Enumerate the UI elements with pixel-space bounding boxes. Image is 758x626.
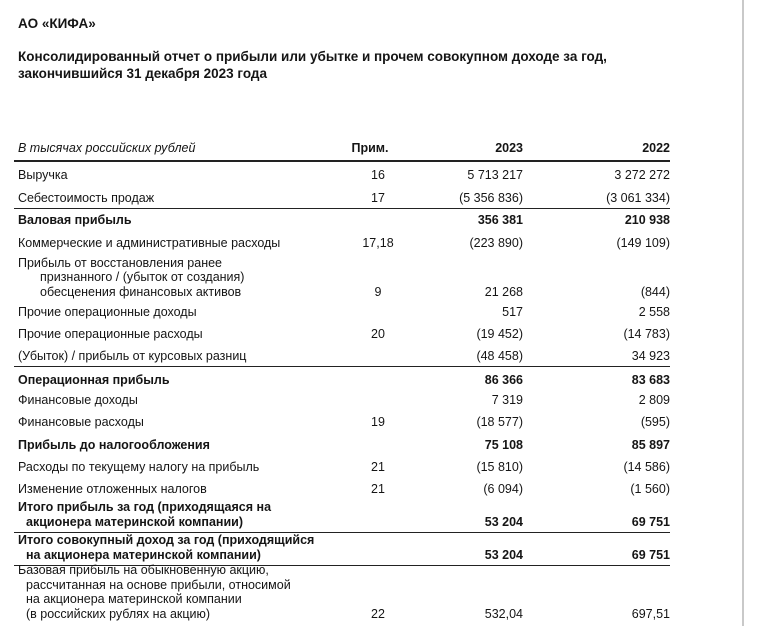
row-note: 19 (371, 414, 385, 429)
table-row (14, 366, 670, 390)
row-label-line: Финансовые доходы (18, 392, 138, 407)
row-label (14, 327, 348, 342)
row-label-line: обесценения финансовых активов (40, 284, 242, 299)
row-label (14, 191, 348, 206)
row-label (14, 256, 348, 300)
row-note: 16 (371, 167, 385, 182)
year-2023-column-header: 2023 (495, 141, 523, 155)
value-2022: 2 558 (638, 304, 670, 319)
table-row (14, 344, 670, 366)
value-2022: (149 109) (616, 235, 670, 250)
table-row (14, 410, 670, 432)
row-label (14, 415, 348, 430)
value-2023: 21 268 (484, 284, 523, 299)
value-2023: 356 381 (477, 212, 523, 227)
row-note: 22 (371, 606, 385, 621)
company-name: АО «КИФА» (18, 16, 96, 31)
row-label-line: (Убыток) / прибыль от курсовых разниц (18, 348, 247, 363)
table-row (14, 532, 670, 565)
row-note: 20 (371, 326, 385, 341)
value-2023: (5 356 836) (459, 190, 523, 205)
row-label (14, 213, 348, 228)
table-row (14, 208, 670, 230)
value-2022: (14 586) (623, 459, 670, 474)
value-2023: 75 108 (484, 437, 523, 452)
row-note: 17 (371, 190, 385, 205)
value-2023: 86 366 (484, 372, 523, 387)
row-label (14, 349, 348, 364)
row-label (14, 500, 348, 529)
value-2022: 697,51 (631, 606, 670, 621)
value-2022: 83 683 (631, 372, 670, 387)
value-2022: (14 783) (623, 326, 670, 341)
value-2023: 532,04 (484, 606, 523, 621)
row-label-line: на акционера материнской компании (26, 592, 242, 606)
row-label (14, 482, 348, 497)
table-row (14, 565, 670, 624)
table-row (14, 477, 670, 499)
row-label-line: Себестоимость продаж (18, 190, 155, 205)
row-label (14, 533, 348, 562)
row-note: 9 (374, 284, 382, 299)
value-2023: (6 094) (483, 481, 523, 496)
row-label-line: Базовая прибыль на обыкновенную акцию, (18, 563, 269, 577)
value-2023: 5 713 217 (467, 167, 523, 182)
row-label (14, 168, 348, 183)
value-2023: (19 452) (476, 326, 523, 341)
value-2023: 53 204 (484, 547, 523, 562)
value-2023: (48 458) (476, 348, 523, 363)
header-divider (14, 160, 670, 162)
row-label (14, 438, 348, 453)
row-label-line: Прибыль от восстановления ранее (18, 255, 222, 270)
row-label-line: рассчитанная на основе прибыли, относимой (26, 577, 291, 592)
row-label (14, 393, 348, 408)
value-2022: (844) (640, 284, 670, 299)
row-label-line: признанного / (убыток от создания) (40, 270, 245, 284)
table-row (14, 455, 670, 477)
value-2023: 7 319 (491, 392, 523, 407)
row-label-line: на акционера материнской компании) (26, 547, 261, 562)
table-row (14, 163, 670, 185)
row-label-line: Выручка (18, 167, 68, 182)
row-label (14, 563, 348, 621)
note-column-header: Прим. (351, 141, 389, 155)
page-edge (742, 0, 744, 626)
row-label-line: (в российских рублях на акцию) (26, 606, 211, 621)
table-row (14, 185, 670, 208)
row-label-line: Операционная прибыль (18, 372, 170, 387)
report-title-line-1: Консолидированный отчет о прибыли или убытке и прочем совокупном доходе за год, (18, 49, 607, 64)
report-title (18, 48, 718, 82)
table-row (14, 230, 670, 253)
income-statement-table (14, 163, 670, 624)
table-row (14, 322, 670, 344)
value-2022: (595) (640, 414, 670, 429)
table-header (14, 139, 670, 157)
table-row (14, 432, 670, 455)
value-2022: 85 897 (631, 437, 670, 452)
row-note: 21 (371, 481, 385, 496)
row-label-line: Финансовые расходы (18, 414, 144, 429)
row-label-line: Прибыль до налогообложения (18, 437, 210, 452)
row-label-line: Валовая прибыль (18, 212, 132, 227)
value-2023: (223 890) (469, 235, 523, 250)
value-2022: (3 061 334) (606, 190, 670, 205)
row-label-line: акционера материнской компании) (26, 514, 243, 529)
row-label (14, 460, 348, 475)
value-2022: 69 751 (631, 514, 670, 529)
value-2023: (18 577) (476, 414, 523, 429)
value-2022: 69 751 (631, 547, 670, 562)
row-label-line: Итого прибыль за год (приходящаяся на (18, 500, 272, 514)
row-label-line: Прочие операционные расходы (18, 326, 203, 341)
report-title-line-2: закончившийся 31 декабря 2023 года (18, 66, 267, 81)
value-2022: (1 560) (630, 481, 670, 496)
table-row (14, 390, 670, 410)
row-note: 21 (371, 459, 385, 474)
table-row (14, 253, 670, 302)
value-2022: 34 923 (631, 348, 670, 363)
row-label-line: Итого совокупный доход за год (приходящийся (18, 533, 315, 547)
row-note: 17,18 (362, 235, 394, 250)
value-2023: 53 204 (484, 514, 523, 529)
value-2022: 210 938 (624, 212, 670, 227)
value-2022: 3 272 272 (614, 167, 670, 182)
year-2022-column-header: 2022 (642, 141, 670, 155)
row-label (14, 373, 348, 388)
value-2023: (15 810) (476, 459, 523, 474)
table-row (14, 302, 670, 322)
row-label-line: Прочие операционные доходы (18, 304, 197, 319)
value-2022: 2 809 (638, 392, 670, 407)
row-label (14, 236, 348, 251)
table-row (14, 499, 670, 532)
row-label-line: Коммерческие и административные расходы (18, 235, 281, 250)
row-label-line: Изменение отложенных налогов (18, 481, 207, 496)
row-label (14, 305, 348, 320)
value-2023: 517 (502, 304, 523, 319)
units-caption: В тысячах российских рублей (18, 141, 196, 155)
row-label-line: Расходы по текущему налогу на прибыль (18, 459, 260, 474)
